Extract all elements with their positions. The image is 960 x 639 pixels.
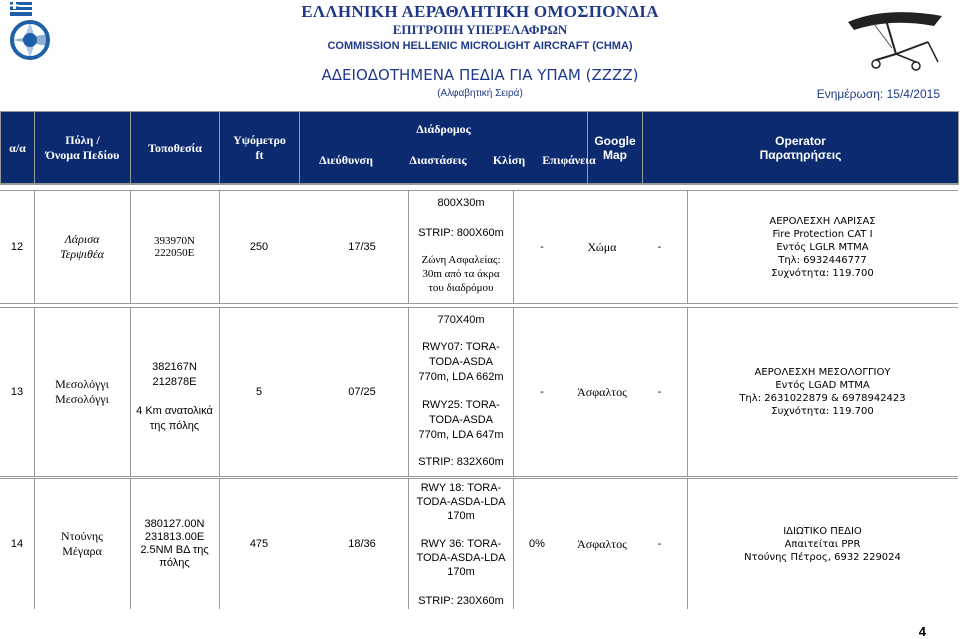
row-elevation: 250 bbox=[249, 241, 269, 253]
row-operator: ΙΔΙΩΤΙΚΟ ΠΕΔΙΟ Απαιτείται PPR Ντούνης Πέτρος, 6932 229024 bbox=[744, 525, 901, 563]
col-runway-group: Διάδρομος Διεύθυνση Διαστάσεις Κλίση Επιφάνεια bbox=[300, 112, 588, 185]
row-operator: ΑΕΡΟΛΕΣΧΗ ΛΑΡΙΣΑΣ Fire Protection CAT I Εντός LGLR MTMA Τηλ: 6932446777 Συχνότητα: 119.700 bbox=[769, 215, 876, 279]
row-surface: Χώμα bbox=[587, 239, 617, 254]
row-map: - bbox=[632, 191, 688, 303]
row-direction: 18/36 bbox=[348, 538, 376, 550]
col-dimensions: Διαστάσεις bbox=[409, 153, 467, 167]
table-row bbox=[0, 478, 958, 609]
col-elevation: Υψόμετρο ft bbox=[220, 112, 300, 185]
col-operator: Operator Παρατηρήσεις bbox=[643, 112, 959, 185]
row-aa: 14 bbox=[0, 479, 35, 609]
row-direction: 17/35 bbox=[348, 241, 376, 253]
row-slope: - bbox=[540, 386, 544, 398]
row-surface: Άσφαλτος bbox=[577, 536, 627, 551]
page-number: 4 bbox=[918, 624, 926, 639]
update-date: Ενημέρωση: 15/4/2015 bbox=[816, 87, 940, 101]
document-title: ΑΔΕΙΟΔΟΤΗΜΕΝΑ ΠΕΔΙΑ ΓΙΑ ΥΠΑΜ (ZZZZ) bbox=[321, 66, 639, 84]
row-surface: Άσφαλτος bbox=[577, 384, 627, 399]
col-direction: Διεύθυνση bbox=[319, 153, 373, 167]
row-location: 380127.00N 231813.00E 2.5NM ΒΔ της πόλης bbox=[130, 479, 220, 609]
col-aa: α/α bbox=[1, 112, 35, 185]
row-elevation: 5 bbox=[255, 386, 263, 398]
row-aa: 13 bbox=[0, 308, 35, 476]
row-slope: 0% bbox=[529, 538, 545, 550]
row-location: 393970N 222050E bbox=[130, 191, 220, 303]
col-city: Πόλη / Όνομα Πεδίου bbox=[35, 112, 131, 185]
table-header bbox=[1, 112, 959, 185]
row-map: - bbox=[632, 479, 688, 609]
org-title: ΕΛΛΗΝΙΚΗ ΑΕΡΑΘΛΗΤΙΚΗ ΟΜΟΣΠΟΝΔΙΑ bbox=[301, 2, 659, 21]
col-surface: Επιφάνεια bbox=[542, 153, 596, 167]
row-elevation: 475 bbox=[249, 538, 269, 550]
row-dimensions: 800X30m STRIP: 800X60m Ζώνη Ασφαλείας: 30m από τα άκρα του διαδρόμου bbox=[408, 191, 514, 303]
row-operator: ΑΕΡΟΛΕΣΧΗ ΜΕΣΟΛΟΓΓΙΟΥ Εντός LGAD MTMA Τηλ: 2631022879 & 6978942423 Συχνότητα: 119.700 bbox=[739, 367, 906, 417]
row-aa: 12 bbox=[0, 191, 35, 303]
document-subtitle: (Αλφαβητική Σειρά) bbox=[437, 88, 523, 99]
header-divider bbox=[0, 183, 958, 184]
row-direction: 07/25 bbox=[348, 386, 376, 398]
row-city: Λάρισα Τερψιθέα bbox=[34, 191, 131, 303]
row-dimensions: RWY 18: TORA- TODA-ASDA-LDA 170m RWY 36: TORA- TODA-ASDA-LDA 170m STRIP: 230X60m bbox=[408, 479, 514, 609]
commission-title: COMMISSION HELLENIC MICROLIGHT AIRCRAFT (CHMA) bbox=[327, 40, 633, 52]
row-slope: - bbox=[540, 241, 544, 253]
col-google-map: Google Map bbox=[588, 112, 643, 185]
col-location: Τοποθεσία bbox=[131, 112, 220, 185]
row-city: Ντούνης Μέγαρα bbox=[34, 479, 131, 609]
table-row bbox=[0, 190, 958, 304]
airfields-table bbox=[0, 111, 959, 185]
row-location: 382167N 212878E 4 Km ανατολικά της πόλης bbox=[130, 308, 220, 476]
committee-title: ΕΠΙΤΡΟΠΗ ΥΠΕΡΕΛΑΦΡΩΝ bbox=[392, 22, 568, 37]
row-city: Μεσολόγγι Μεσολόγγι bbox=[34, 308, 131, 476]
table-row bbox=[0, 307, 958, 477]
col-slope: Κλίση bbox=[492, 153, 526, 167]
row-dimensions: 770X40m RWY07: TORA- TODA-ASDA 770m, LDA 662m RWY25: TORA- TODA-ASDA 770m, LDA 647m STRIP: 832X60m bbox=[408, 308, 514, 476]
row-map: - bbox=[632, 308, 688, 476]
